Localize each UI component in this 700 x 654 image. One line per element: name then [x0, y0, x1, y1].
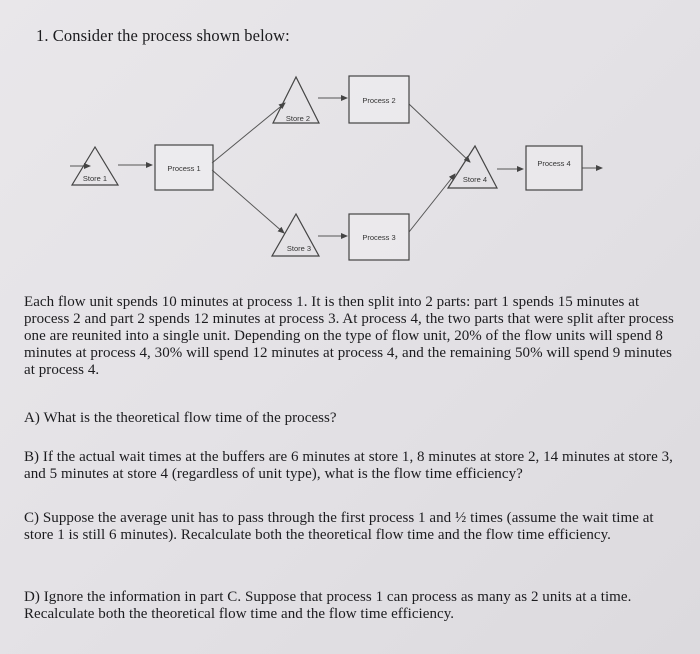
process-flow-diagram	[0, 0, 700, 290]
flow-arrow-process1-store2	[212, 103, 285, 163]
process-4-box	[526, 146, 582, 190]
question-part-b: B) If the actual wait times at the buffers are 6 minutes at store 1, 8 minutes at store 2, 14 minutes at store 3, and 5 minutes at store 4 (regardless of unit type), what is the flow time efficiency?	[24, 449, 673, 482]
question-part-d: D) Ignore the information in part C. Suppose that process 1 can process as many as 2 units at a time. Recalculate both the theoretical flow time and the flow time efficiency.	[24, 589, 632, 622]
question-part-a: A) What is the theoretical flow time of the process?	[24, 410, 337, 426]
process-4-label: Process 4	[537, 159, 571, 168]
process-2-label: Process 2	[362, 96, 396, 105]
question-title: 1. Consider the process shown below:	[36, 26, 290, 45]
store-4-label: Store 4	[462, 175, 488, 184]
question-part-c: C) Suppose the average unit has to pass through the first process 1 and ½ times (assume the wait time at store 1 is still 6 minutes). Recalculate both the theoretical flow time and the flow time efficiency.	[24, 510, 654, 543]
flow-arrow-process2-store4	[409, 104, 470, 162]
store-3-label: Store 3	[286, 244, 312, 253]
store-2-label: Store 2	[285, 114, 311, 123]
flow-arrow-process1-store3	[212, 170, 284, 233]
process-1-label: Process 1	[167, 164, 201, 173]
problem-statement: Each flow unit spends 10 minutes at process 1. It is then split into 2 parts: part 1 spends 15 minutes at process 2 and part 2 spends 12 minutes at process 3. At process 4, the two parts that were split after process one are reunited into a single unit. Depending on the type of flow unit, 20% of the flow units will spend 8 minutes at process 4, 30% will spend 12 minutes at process 4, and the remaining 50% will spend 9 minutes at process 4.	[24, 294, 674, 378]
store-1-label: Store 1	[82, 174, 108, 183]
process-3-label: Process 3	[362, 233, 396, 242]
flow-arrow-process3-store4	[409, 174, 455, 232]
flow-arrows	[70, 98, 602, 236]
